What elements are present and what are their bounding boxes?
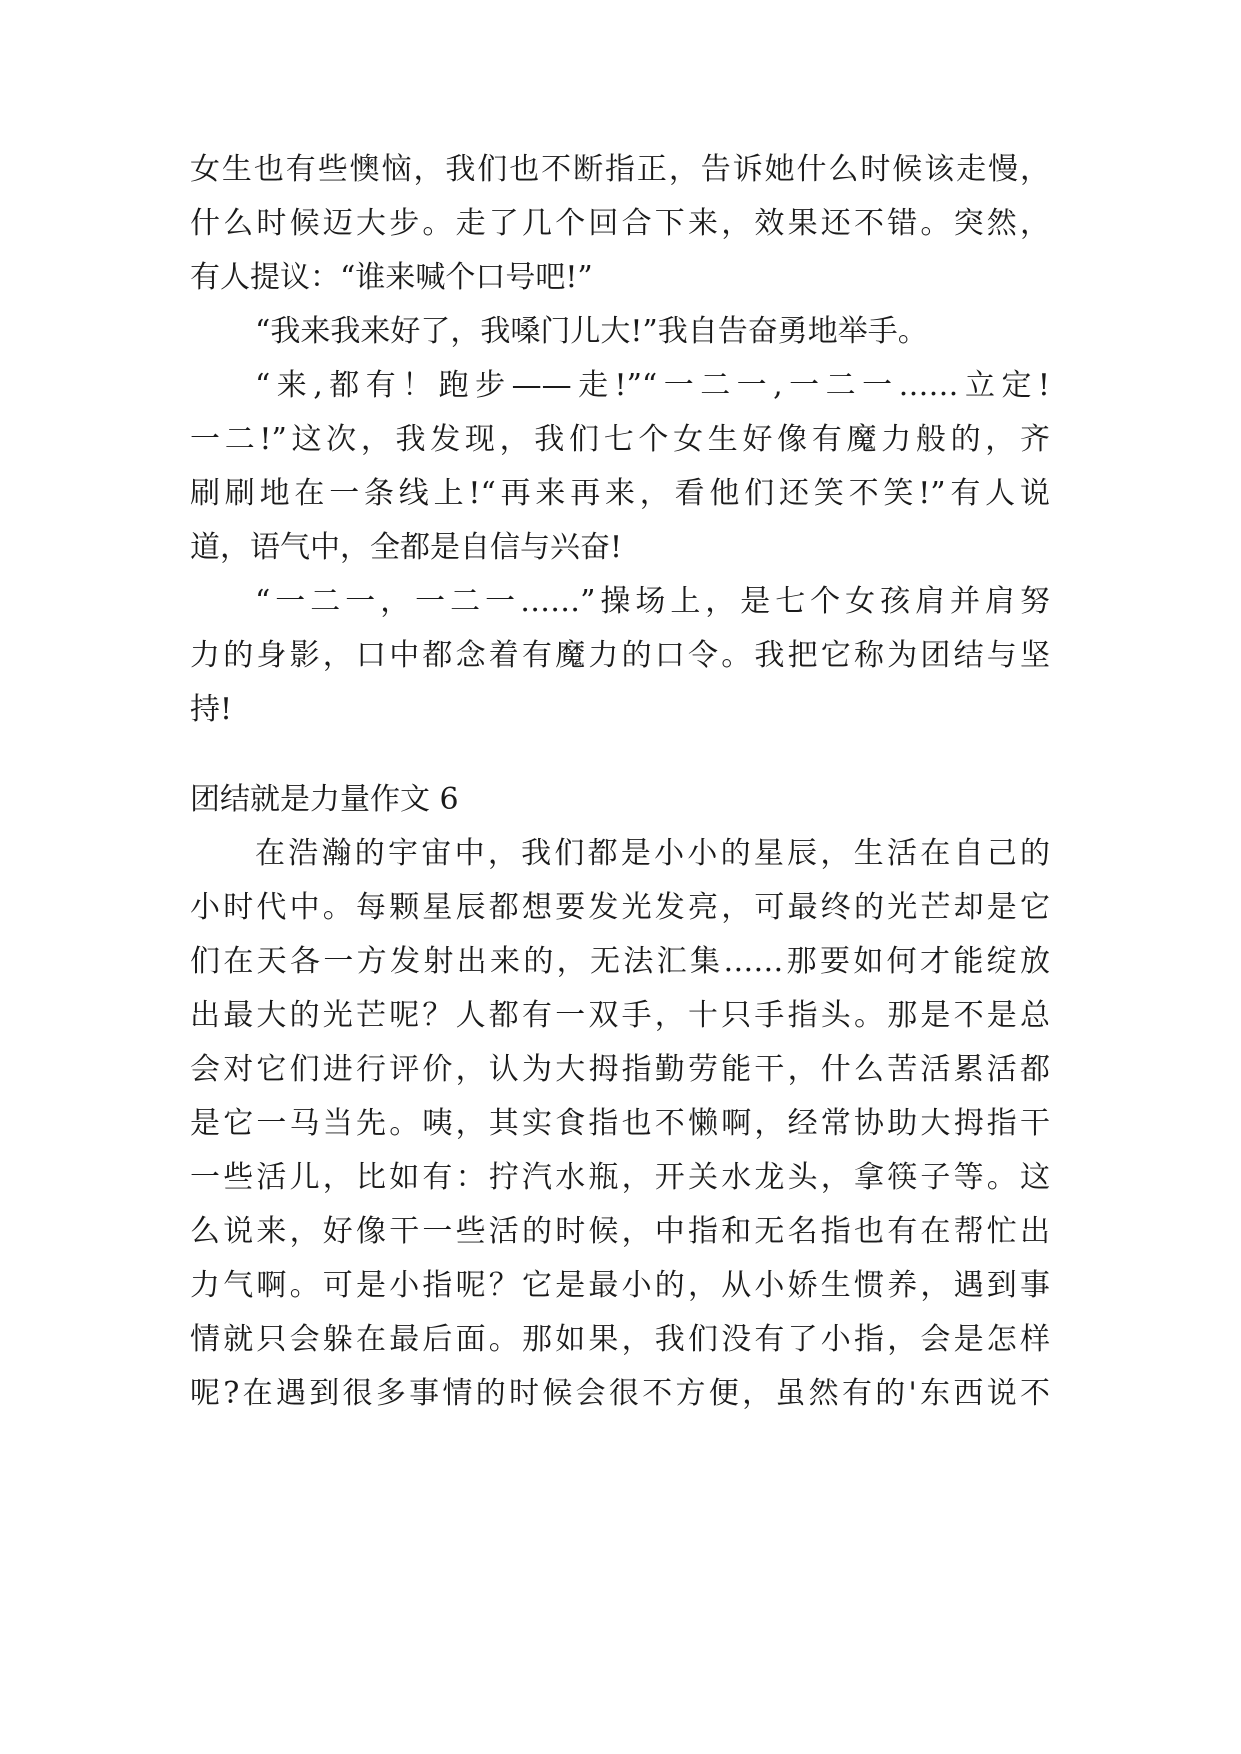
paragraph-line: 力的身影，口中都念着有魔力的口令。我把它称为团结与坚	[190, 638, 1050, 673]
paragraph-line: 情就只会躲在最后面。那如果，我们没有了小指，会是怎样	[190, 1322, 1050, 1357]
paragraph-line: 力气啊。可是小指呢？它是最小的，从小娇生惯养，遇到事	[190, 1268, 1050, 1303]
paragraph-line: 出最大的光芒呢？人都有一双手，十只手指头。那是不是总	[190, 998, 1050, 1033]
paragraph-line: 一二!”这次，我发现，我们七个女生好像有魔力般的，齐	[190, 422, 1050, 457]
paragraph-line: 一些活儿，比如有：拧汽水瓶，开关水龙头，拿筷子等。这	[190, 1160, 1050, 1195]
paragraph-line: 道，语气中，全都是自信与兴奋!	[190, 530, 623, 565]
paragraph-line: “一二一，一二一……”操场上，是七个女孩肩并肩努	[255, 584, 1050, 619]
section-heading: 团结就是力量作文 6	[190, 782, 459, 817]
paragraph-line: 女生也有些懊恼，我们也不断指正，告诉她什么时候该走慢，	[190, 152, 1050, 187]
paragraph-line: “来,都有！跑步——走!”“一二一,一二一……立定!	[255, 368, 1050, 403]
paragraph-line: 刷刷地在一条线上!“再来再来，看他们还笑不笑!”有人说	[190, 476, 1050, 511]
paragraph-line: 什么时候迈大步。走了几个回合下来，效果还不错。突然，	[190, 206, 1050, 241]
paragraph-line: 在浩瀚的宇宙中，我们都是小小的星辰，生活在自己的	[255, 836, 1050, 871]
paragraph-line: 么说来，好像干一些活的时候，中指和无名指也有在帮忙出	[190, 1214, 1050, 1249]
paragraph-line: 呢?在遇到很多事情的时候会很不方便，虽然有的'东西说不	[190, 1376, 1050, 1411]
paragraph-line: 们在天各一方发射出来的，无法汇集……那要如何才能绽放	[190, 944, 1050, 979]
paragraph-line: 是它一马当先。咦，其实食指也不懒啊，经常协助大拇指干	[190, 1106, 1050, 1141]
paragraph-line: “我来我来好了，我嗓门儿大!”我自告奋勇地举手。	[255, 314, 928, 349]
paragraph-line: 持!	[190, 692, 233, 727]
paragraph-line: 有人提议：“谁来喊个口号吧!”	[190, 260, 593, 295]
paragraph-line: 小时代中。每颗星辰都想要发光发亮，可最终的光芒却是它	[190, 890, 1050, 925]
paragraph-line: 会对它们进行评价，认为大拇指勤劳能干，什么苦活累活都	[190, 1052, 1050, 1087]
